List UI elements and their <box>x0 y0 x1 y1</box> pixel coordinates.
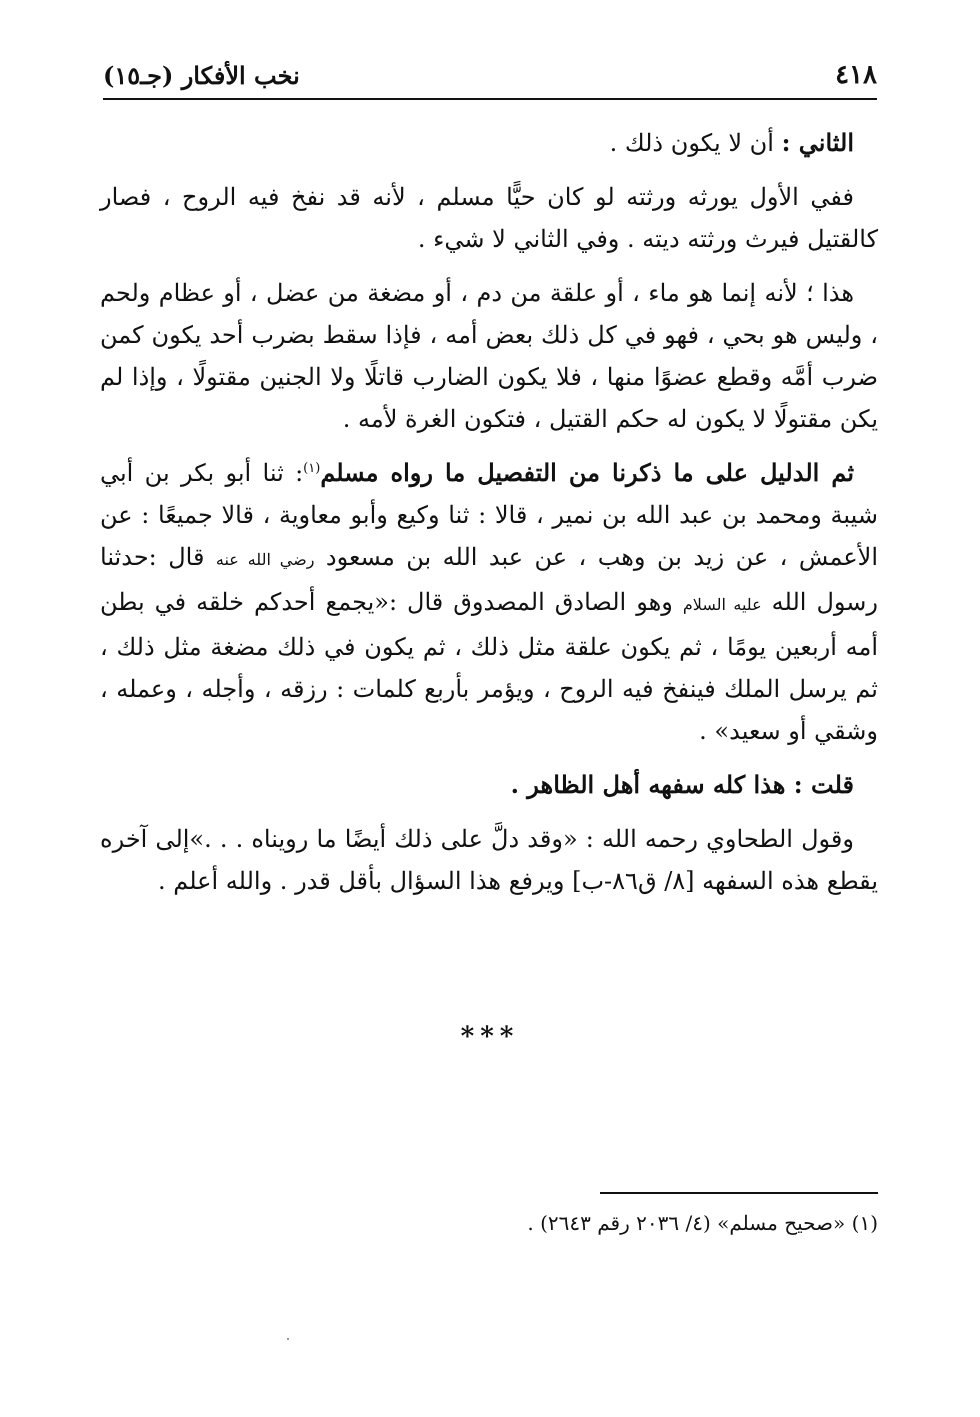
paragraph-2: ففي الأول يورثه ورثته لو كان حيًّا مسلم ، لأنه قد نفخ فيه الروح ، فصار كالقتيل فيرث ورثته ديته . وفي الثاني لا شيء . <box>100 183 878 253</box>
paragraph-4-text-a: : ثنا أبو بكر بن أبي شيبة ومحمد بن عبد الله بن نمير ، قالا : ثنا وكيع وأبو معاوية ، قالا جميعًا : عن الأعمش ، عن زيد بن وهب ، عن عبد الله بن مسعود <box>100 459 879 571</box>
honorific-seal-1: رضي الله عنه <box>215 550 315 569</box>
paragraph-3: هذا ؛ لأنه إنما هو ماء ، أو علقة من دم ، أو مضغة من عضل ، أو عظام ولحم ، وليس هو بحي ، فهو في كل ذلك بعض أمه ، فإذا سقط بضرب أحد يكون كمن ضرب أمَّه وقطع عضوًا منها ، فلا يكون الضارب قاتلًا ولا الجنين مقتولًا ، وإذا لم يكن مقتولًا لا يكون له حكم القتيل ، فتكون الغرة لأمه . <box>100 279 878 433</box>
running-title: نخب الأفكار (جـ١٥) <box>103 60 300 90</box>
footnote-rule <box>600 1192 878 1194</box>
paragraph-5 <box>100 764 878 806</box>
main-text <box>100 122 878 914</box>
paragraph-4-lead: ثم الدليل على ما ذكرنا من التفصيل ما رواه مسلم <box>320 458 855 487</box>
paragraph-1-text: أن لا يكون ذلك . <box>609 129 782 157</box>
footnote-reference: (١) <box>303 461 321 476</box>
paragraph-6: وقول الطحاوي رحمه الله : «وقد دلَّ على ذلك أيضًا ما رويناه . . .»إلى آخره يقطع هذه السفهه [٨/ ق٨٦-ب] ويرفع هذا السؤال بأقل قدر . والله أعلم . <box>100 825 878 895</box>
scan-speck <box>287 1338 289 1340</box>
paragraph-4 <box>100 452 878 752</box>
paragraph-1 <box>100 122 878 164</box>
paragraph-1-label: الثاني : <box>781 128 854 157</box>
section-separator: *** <box>460 1022 520 1052</box>
page-header <box>103 52 877 100</box>
paragraph-4-text-c: وهو الصادق المصدوق قال :«يجمع أحدكم خلقه في بطن أمه أربعين يومًا ، ثم يكون علقة مثل ذلك ، ثم يكون في ذلك مضغة مثل ذلك ، ثم يرسل الملك فينفخ فيه الروح ، ويؤمر بأربع كلمات : رزقه ، وأجله ، وعمله ، وشقي أو سعيد» . <box>100 588 878 745</box>
paragraph-5-bold: قلت : هذا كله سفهه أهل الظاهر . <box>510 770 854 799</box>
honorific-seal-2: عليه السلام <box>682 595 762 614</box>
paragraph-4-text-b: قال :حدثنا رسول الله <box>100 543 878 616</box>
page-number: ٤١٨ <box>835 60 877 90</box>
footnote: (١) «صحيح مسلم» (٤/ ٢٠٣٦ رقم ٢٦٤٣) . <box>527 1211 878 1235</box>
